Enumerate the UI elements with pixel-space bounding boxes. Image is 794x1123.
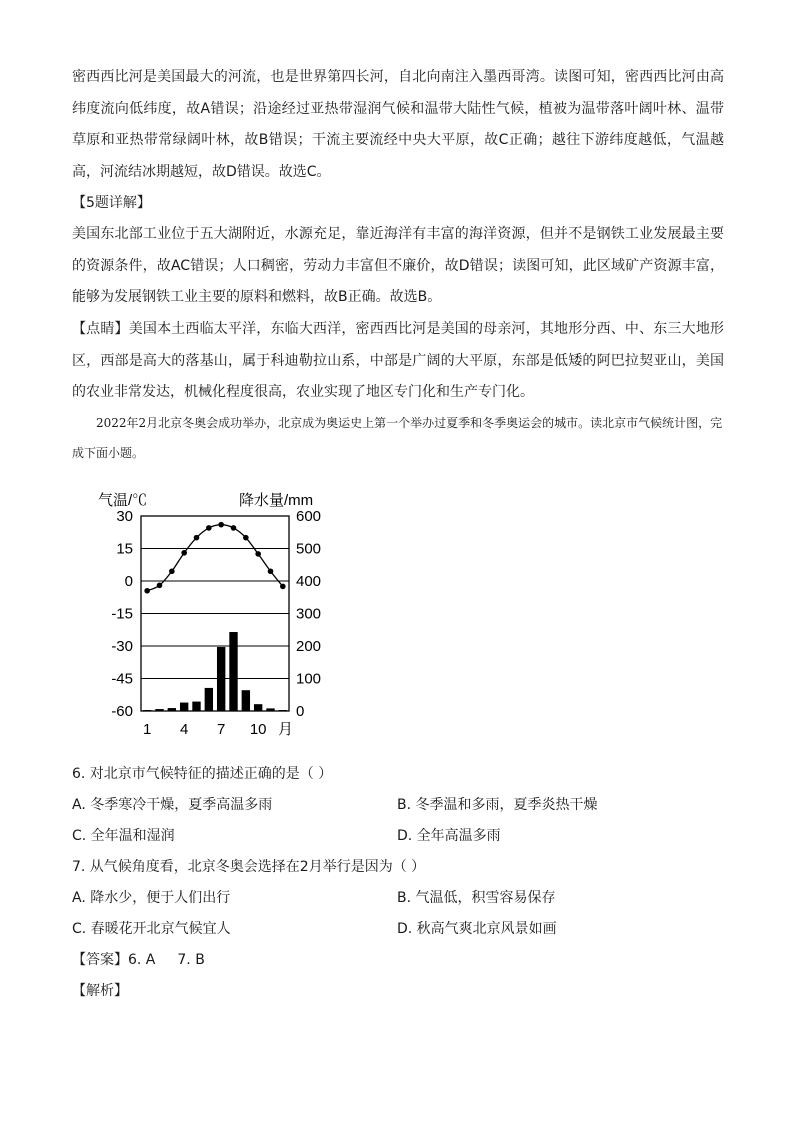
q6-option-c: C. 全年温和湿润: [72, 828, 175, 844]
precipitation-bar: [266, 708, 274, 711]
question-7-stem: 7. 从气候角度看，北京冬奥会选择在2月举行是因为（ ）: [72, 859, 426, 875]
temperature-point: [181, 550, 187, 556]
y-left-tick-label: -30: [111, 638, 133, 655]
temperature-point: [157, 583, 163, 589]
answer-7: 7. B: [177, 952, 205, 968]
precipitation-bar: [143, 710, 151, 711]
temperature-point: [144, 588, 150, 594]
y-right-tick-label: 400: [296, 573, 322, 590]
precipitation-bar: [242, 690, 250, 711]
explanation-paragraph-1: 密西西比河是美国最大的河流，也是世界第四长河，自北向南注入墨西哥湾。读图可知，密西西比河由高纬度流向低纬度，故A错误；沿途经过亚热带湿润气候和温带大陆性气候，植被为温带落叶阔叶林、温带草原和亚热带常绿阔叶林，故B错误；干流主要流经中央大平原，故C正确；越往下游纬度越低，气温越高，河流结冰期越短，故D错误。故选C。: [72, 69, 724, 180]
x-tick-label: 10: [249, 721, 267, 738]
precipitation-bar: [229, 632, 237, 711]
answer-6: 6. A: [128, 952, 156, 968]
temperature-point: [280, 584, 286, 590]
precipitation-bar: [279, 710, 287, 711]
y-left-tick-label: 30: [116, 508, 133, 525]
question-intro: 2022年2月北京冬奥会成功举办，北京成为奥运史上第一个举办过夏季和冬季奥运会的城市。读北京市气候统计图，完成下面小题。: [72, 416, 723, 460]
answer-label: 【答案】: [72, 952, 128, 968]
y-right-tick-label: 0: [296, 703, 305, 720]
q6-option-d: D. 全年高温多雨: [397, 828, 501, 844]
q7-option-d: D. 秋高气爽北京风景如画: [397, 921, 557, 937]
y-right-ticks: [296, 508, 321, 720]
y-left-tick-label: 0: [124, 573, 133, 590]
y-right-tick-label: 500: [296, 540, 322, 558]
temperature-point: [231, 525, 237, 531]
explanation-paragraph-2: 美国东北部工业位于五大湖附近，水源充足，靠近海洋有丰富的海洋资源，但并不是钢铁工业发展最主要的资源条件，故AC错误；人口稠密，劳动力丰富但不廉价，故D错误；读图可知，此区域矿产资源丰富，能够为发展钢铁工业主要的原料和燃料，故B正确。故选B。: [72, 226, 724, 305]
question-6-stem: 6. 对北京市气候特征的描述正确的是（ ）: [72, 766, 333, 782]
q7-option-c: C. 春暖花开北京气候宜人: [72, 921, 231, 937]
y-right-tick-label: 300: [296, 605, 322, 623]
y-right-tick-label: 600: [296, 508, 322, 525]
analysis-label: 【解析】: [72, 983, 128, 999]
y-axis-right-label: 降水量/mm: [239, 492, 314, 509]
x-axis-label: 月: [278, 721, 294, 738]
precipitation-bar: [155, 709, 163, 711]
q5-heading: 【5题详解】: [72, 195, 151, 211]
temperature-point: [255, 551, 261, 557]
precipitation-bar: [217, 647, 225, 711]
q7-option-a: A. 降水少，便于人们出行: [72, 890, 231, 906]
temperature-point: [169, 568, 175, 574]
y-left-tick-label: -60: [111, 703, 133, 720]
temperature-point: [194, 535, 200, 541]
temperature-point: [243, 535, 249, 541]
temperature-point: [268, 568, 274, 574]
precipitation-bar: [180, 703, 188, 711]
precipitation-bar: [168, 708, 176, 711]
answer-line: [72, 950, 205, 970]
y-left-tick-label: -45: [111, 670, 133, 688]
temperature-point: [218, 522, 224, 528]
temperature-line: [144, 522, 285, 594]
y-left-tick-label: 15: [116, 540, 133, 558]
y-left-tick-label: -15: [111, 605, 133, 623]
q6-option-a: A. 冬季寒冷干燥，夏季高温多雨: [72, 797, 273, 813]
gridlines: [141, 549, 289, 679]
explanation-paragraph-3: 【点睛】美国本土西临太平洋，东临大西洋，密西西比河是美国的母亲河，其地形分西、中、东三大地形区，西部是高大的落基山，属于科迪勒拉山系，中部是广阔的大平原，东部是低矮的阿巴拉契亚山，美国的农业非常发达，机械化程度很高，农业实现了地区专门化和生产专门化。: [72, 321, 724, 400]
temperature-point: [206, 525, 212, 531]
q6-option-b: B. 冬季温和多雨，夏季炎热干燥: [397, 797, 598, 813]
precipitation-bar: [192, 702, 200, 711]
climate-chart: [92, 486, 344, 744]
q7-option-b: B. 气温低，积雪容易保存: [397, 890, 556, 906]
precipitation-bar: [254, 704, 262, 711]
precipitation-bar: [205, 688, 213, 711]
x-tick-label: 7: [216, 721, 226, 738]
y-right-tick-label: 200: [296, 638, 322, 655]
y-axis-left-label: 气温/℃: [98, 492, 148, 509]
x-ticks: [143, 721, 267, 738]
x-tick-label: 1: [142, 721, 152, 738]
x-tick-label: 4: [179, 721, 189, 738]
precipitation-bars: [143, 632, 287, 711]
y-right-tick-label: 100: [296, 670, 322, 688]
y-left-ticks: [111, 508, 133, 720]
